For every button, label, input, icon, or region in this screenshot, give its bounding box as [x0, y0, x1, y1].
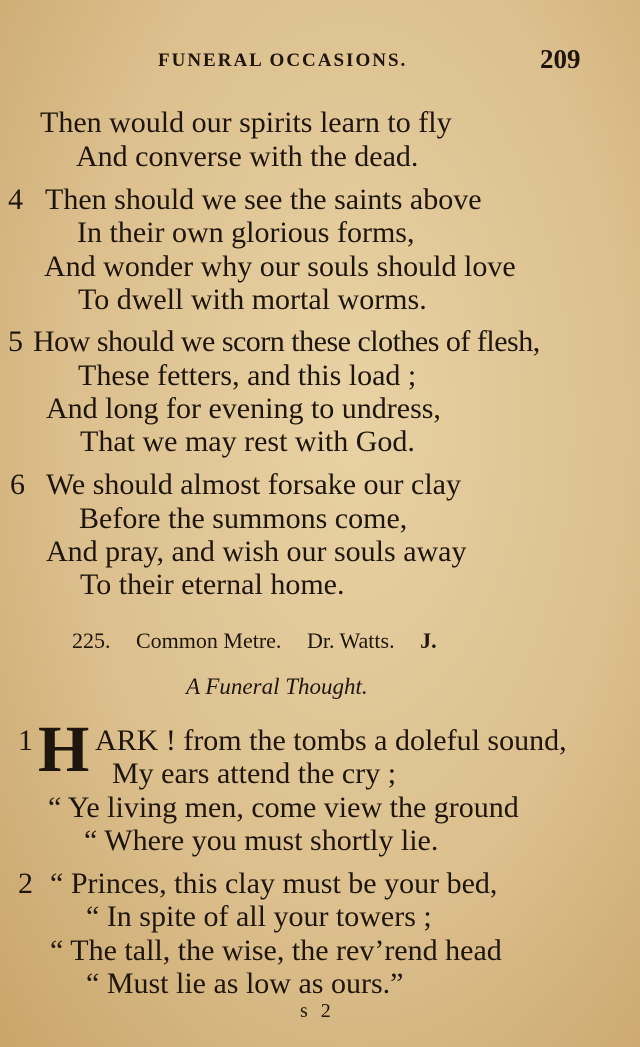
verse-line: ARK ! from the tombs a doleful sound, — [95, 724, 567, 757]
verse-line: Then would our spirits learn to fly — [40, 106, 452, 139]
running-title: FUNERAL OCCASIONS. — [158, 50, 408, 71]
stanza-number: 6 — [10, 468, 25, 501]
verse-line: How should we scorn these clothes of flesh, — [33, 325, 540, 358]
verse-line: To dwell with mortal worms. — [78, 283, 427, 316]
verse-line: Before the summons come, — [79, 502, 408, 535]
stanza-number: 2 — [18, 867, 33, 900]
verse-line: These fetters, and this load ; — [78, 359, 417, 392]
verse-line: And pray, and wish our souls away — [46, 535, 467, 568]
verse-line: My ears attend the cry ; — [112, 757, 397, 790]
hymn-author: Dr. Watts. — [306, 628, 395, 653]
hymn-heading — [72, 628, 457, 654]
page-number: 209 — [540, 44, 581, 74]
verse-line: “ Must lie as low as ours.” — [86, 967, 404, 1000]
tune-mark: J. — [420, 628, 437, 653]
verse-line: We should almost forsake our clay — [46, 468, 461, 501]
verse-line: And long for evening to undress, — [46, 392, 441, 425]
hymn-metre: Common Metre. — [136, 628, 282, 653]
verse-line: “ The tall, the wise, the rev’rend head — [50, 934, 502, 967]
signature-mark: s 2 — [300, 1000, 335, 1022]
verse-line: And converse with the dead. — [76, 140, 419, 173]
verse-line: That we may rest with God. — [80, 425, 415, 458]
verse-line: And wonder why our souls should love — [44, 250, 516, 283]
stanza-number: 5 — [8, 325, 23, 358]
drop-cap: H — [38, 713, 90, 786]
verse-line: “ Ye living men, come view the ground — [48, 791, 519, 824]
verse-line: “ Princes, this clay must be your bed, — [50, 867, 498, 900]
hymn-title: A Funeral Thought. — [186, 674, 368, 699]
verse-line: To their eternal home. — [80, 568, 345, 601]
stanza-number: 1 — [18, 724, 33, 757]
verse-line: Then should we see the saints above — [45, 183, 482, 216]
stanza-number: 4 — [8, 183, 23, 216]
hymn-number: 225. — [72, 628, 111, 653]
verse-line: “ In spite of all your towers ; — [86, 900, 432, 933]
verse-line: “ Where you must shortly lie. — [84, 824, 439, 857]
verse-line: In their own glorious forms, — [77, 216, 415, 249]
